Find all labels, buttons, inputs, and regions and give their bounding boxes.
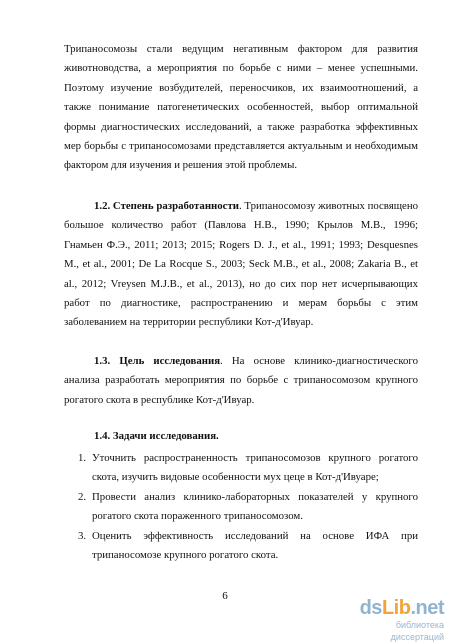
list-item-text: Уточнить распространенность трипаносомозов крупного рогатого скота, изучить видовые особенности мух цеце в Кот-д'Ивуаре; xyxy=(92,452,418,484)
section-1-2 xyxy=(64,197,418,333)
intro-text: Трипаносомозы стали ведущим негативным фактором для развития животноводства, а мероприятия по борьбе с ними – менее успешными. Поэтому изучение возбудителей, переносчиков, их взаимоотношений, а также понимание патогенетических особенностей, выбор оптимальной формы диагностических исследований, а также разработка эффективных мер борьбы с трипаносомозами представляется актуальным и необходимым фактором для изучения и решения этой проблемы. xyxy=(64,43,418,172)
section-1-2-paragraph xyxy=(64,197,418,333)
list-item-number: 3. xyxy=(78,530,87,542)
section-1-2-text: . Трипаносомозу животных посвящено большое количество работ (Павлова Н.В., 1990; Крылов М.В., 1996; Гнамьен Ф.Э., 2011; 2013; 2015; Rogers D. J., et al., 1991; 1993; Desquesnes M., et al., 2001; De La Rocque S., 2003; Seck M.B., et al., 2008; Zakaria B., et al., 2012; Vreysen M.J.B., et al., 2013), но до сих пор нет исчерпывающих работ по диагностике, распространению и мерам борьбы с этим заболеванием на территории республики Кот-д'Ивуар. xyxy=(64,200,419,329)
list-item-text: Провести анализ клинико-лабораторных показателей у крупного рогатого скота пораженного трипаносомозом. xyxy=(92,491,418,523)
section-1-4-heading: 1.4. Задачи исследования. xyxy=(94,430,219,442)
section-1-4 xyxy=(64,427,418,446)
list-item-number: 1. xyxy=(78,452,87,464)
section-1-3 xyxy=(64,352,418,410)
list-item xyxy=(64,527,418,566)
dslib-logo: dsLib.net xyxy=(359,597,444,619)
section-1-3-text: . На основе клинико-диагностического анализа разработать мероприятия по борьбе с трипаносомозом крупного рогатого скота в республике Кот-д'Ивуар. xyxy=(64,355,418,406)
section-1-3-heading: 1.3. Цель исследования xyxy=(94,355,221,367)
list-item xyxy=(64,488,418,527)
section-1-2-heading: 1.2. Степень разработанности xyxy=(94,200,239,212)
dslib-watermark xyxy=(344,597,444,642)
intro-paragraph xyxy=(64,40,418,176)
section-1-3-paragraph xyxy=(64,352,418,410)
list-item-text: Оценить эффективность исследований на основе ИФА при трипаносомозе крупного рогатого скота. xyxy=(92,530,418,562)
page-number: 6 xyxy=(222,590,228,602)
dslib-subtitle: библиотека диссертаций xyxy=(390,620,444,642)
list-item-number: 2. xyxy=(78,491,87,503)
list-item xyxy=(64,449,418,488)
